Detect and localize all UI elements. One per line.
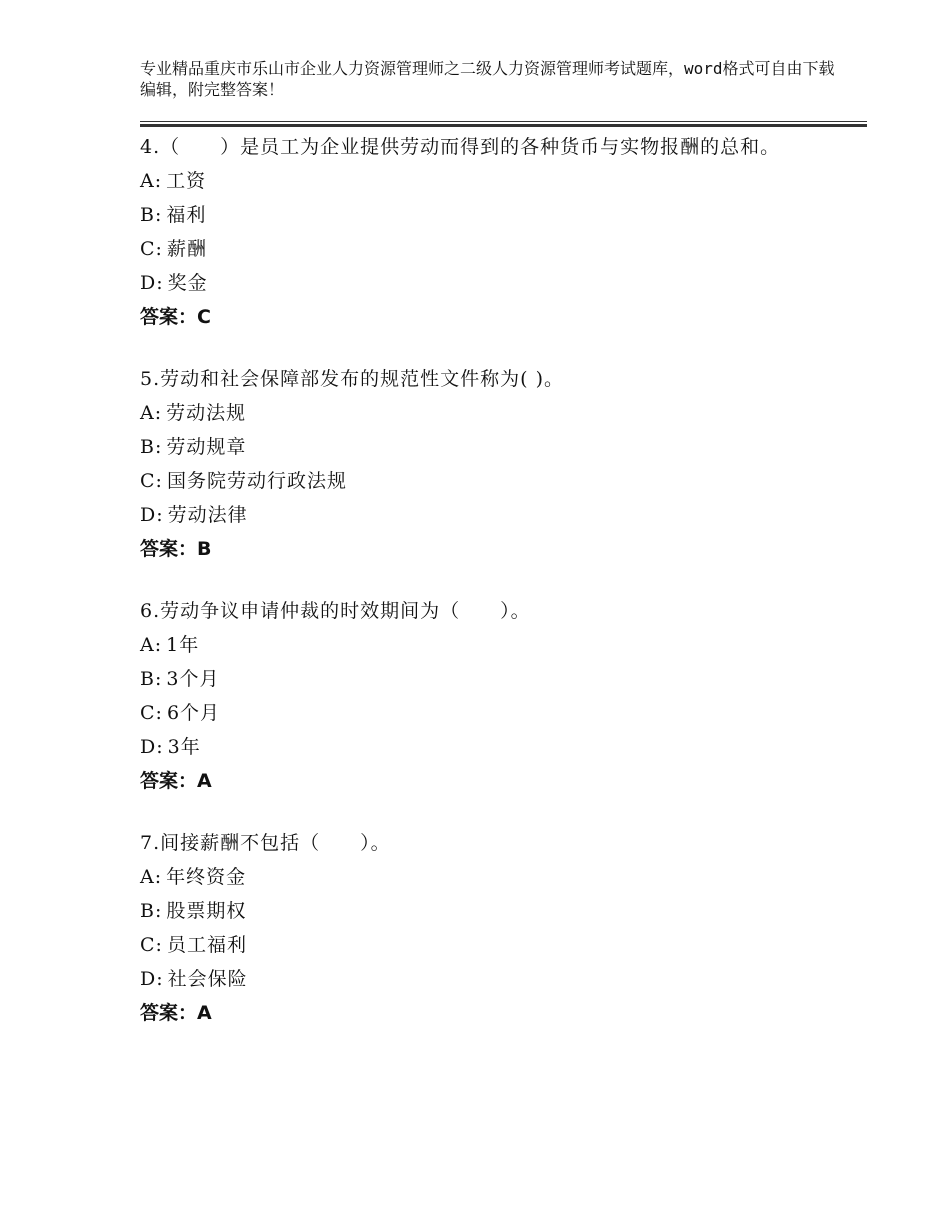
option-key: D: — [140, 736, 164, 758]
option-label: 3个月 — [166, 668, 220, 690]
option-key: A: — [140, 866, 163, 888]
question-text: 5.劳动和社会保障部发布的规范性文件称为( )。 — [140, 368, 564, 390]
option-label: 3年 — [167, 736, 201, 758]
question-item — [140, 594, 820, 798]
option-key: B: — [140, 900, 163, 922]
option-label: 社会保险 — [167, 968, 248, 990]
option-label: 1年 — [166, 634, 200, 656]
option-d — [140, 962, 820, 996]
option-label: 6个月 — [166, 702, 221, 724]
option-label: 国务院劳动行政法规 — [166, 470, 347, 492]
option-label: 年终资金 — [166, 866, 247, 888]
option-label: 劳动规章 — [166, 436, 247, 458]
option-key: C: — [140, 702, 163, 724]
question-item — [140, 826, 820, 1030]
option-label: 员工福利 — [166, 934, 247, 956]
option-a — [140, 164, 820, 198]
option-c — [140, 696, 820, 730]
header-divider-thick — [140, 124, 867, 127]
option-key: B: — [140, 668, 163, 690]
option-key: A: — [140, 634, 163, 656]
option-c — [140, 232, 820, 266]
option-label: 福利 — [166, 204, 207, 226]
answer-line: 答案：C — [140, 306, 211, 328]
option-key: A: — [140, 170, 163, 192]
answer-line: 答案：B — [140, 538, 212, 560]
option-d — [140, 498, 820, 532]
option-label: 薪酬 — [166, 238, 207, 260]
option-key: B: — [140, 204, 163, 226]
question-text: 7.间接薪酬不包括（ ）。 — [140, 832, 391, 854]
option-d — [140, 266, 820, 300]
option-key: B: — [140, 436, 163, 458]
question-text: 6.劳动争议申请仲裁的时效期间为（ ）。 — [140, 600, 531, 622]
option-key: D: — [140, 272, 164, 294]
option-a — [140, 628, 820, 662]
option-d — [140, 730, 820, 764]
question-list — [140, 130, 820, 1058]
option-label: 劳动法规 — [166, 402, 247, 424]
option-key: C: — [140, 238, 163, 260]
option-key: A: — [140, 402, 163, 424]
option-c — [140, 464, 820, 498]
option-a — [140, 860, 820, 894]
option-label: 工资 — [166, 170, 207, 192]
option-label: 劳动法律 — [167, 504, 248, 526]
answer-line: 答案：A — [140, 1002, 212, 1024]
header-divider — [140, 121, 867, 122]
option-c — [140, 928, 820, 962]
option-key: D: — [140, 504, 164, 526]
question-item — [140, 362, 820, 566]
option-key: C: — [140, 934, 163, 956]
option-label: 股票期权 — [166, 900, 247, 922]
option-b — [140, 662, 820, 696]
document-header: 专业精品重庆市乐山市企业人力资源管理师之二级人力资源管理师考试题库，word格式可自由下载编辑，附完整答案！ — [140, 59, 835, 99]
option-b — [140, 894, 820, 928]
question-item — [140, 130, 820, 334]
option-key: C: — [140, 470, 163, 492]
option-a — [140, 396, 820, 430]
option-key: D: — [140, 968, 164, 990]
option-b — [140, 198, 820, 232]
answer-line: 答案：A — [140, 770, 212, 792]
option-label: 奖金 — [167, 272, 208, 294]
question-text: 4.（ ）是员工为企业提供劳动而得到的各种货币与实物报酬的总和。 — [140, 136, 781, 158]
option-b — [140, 430, 820, 464]
